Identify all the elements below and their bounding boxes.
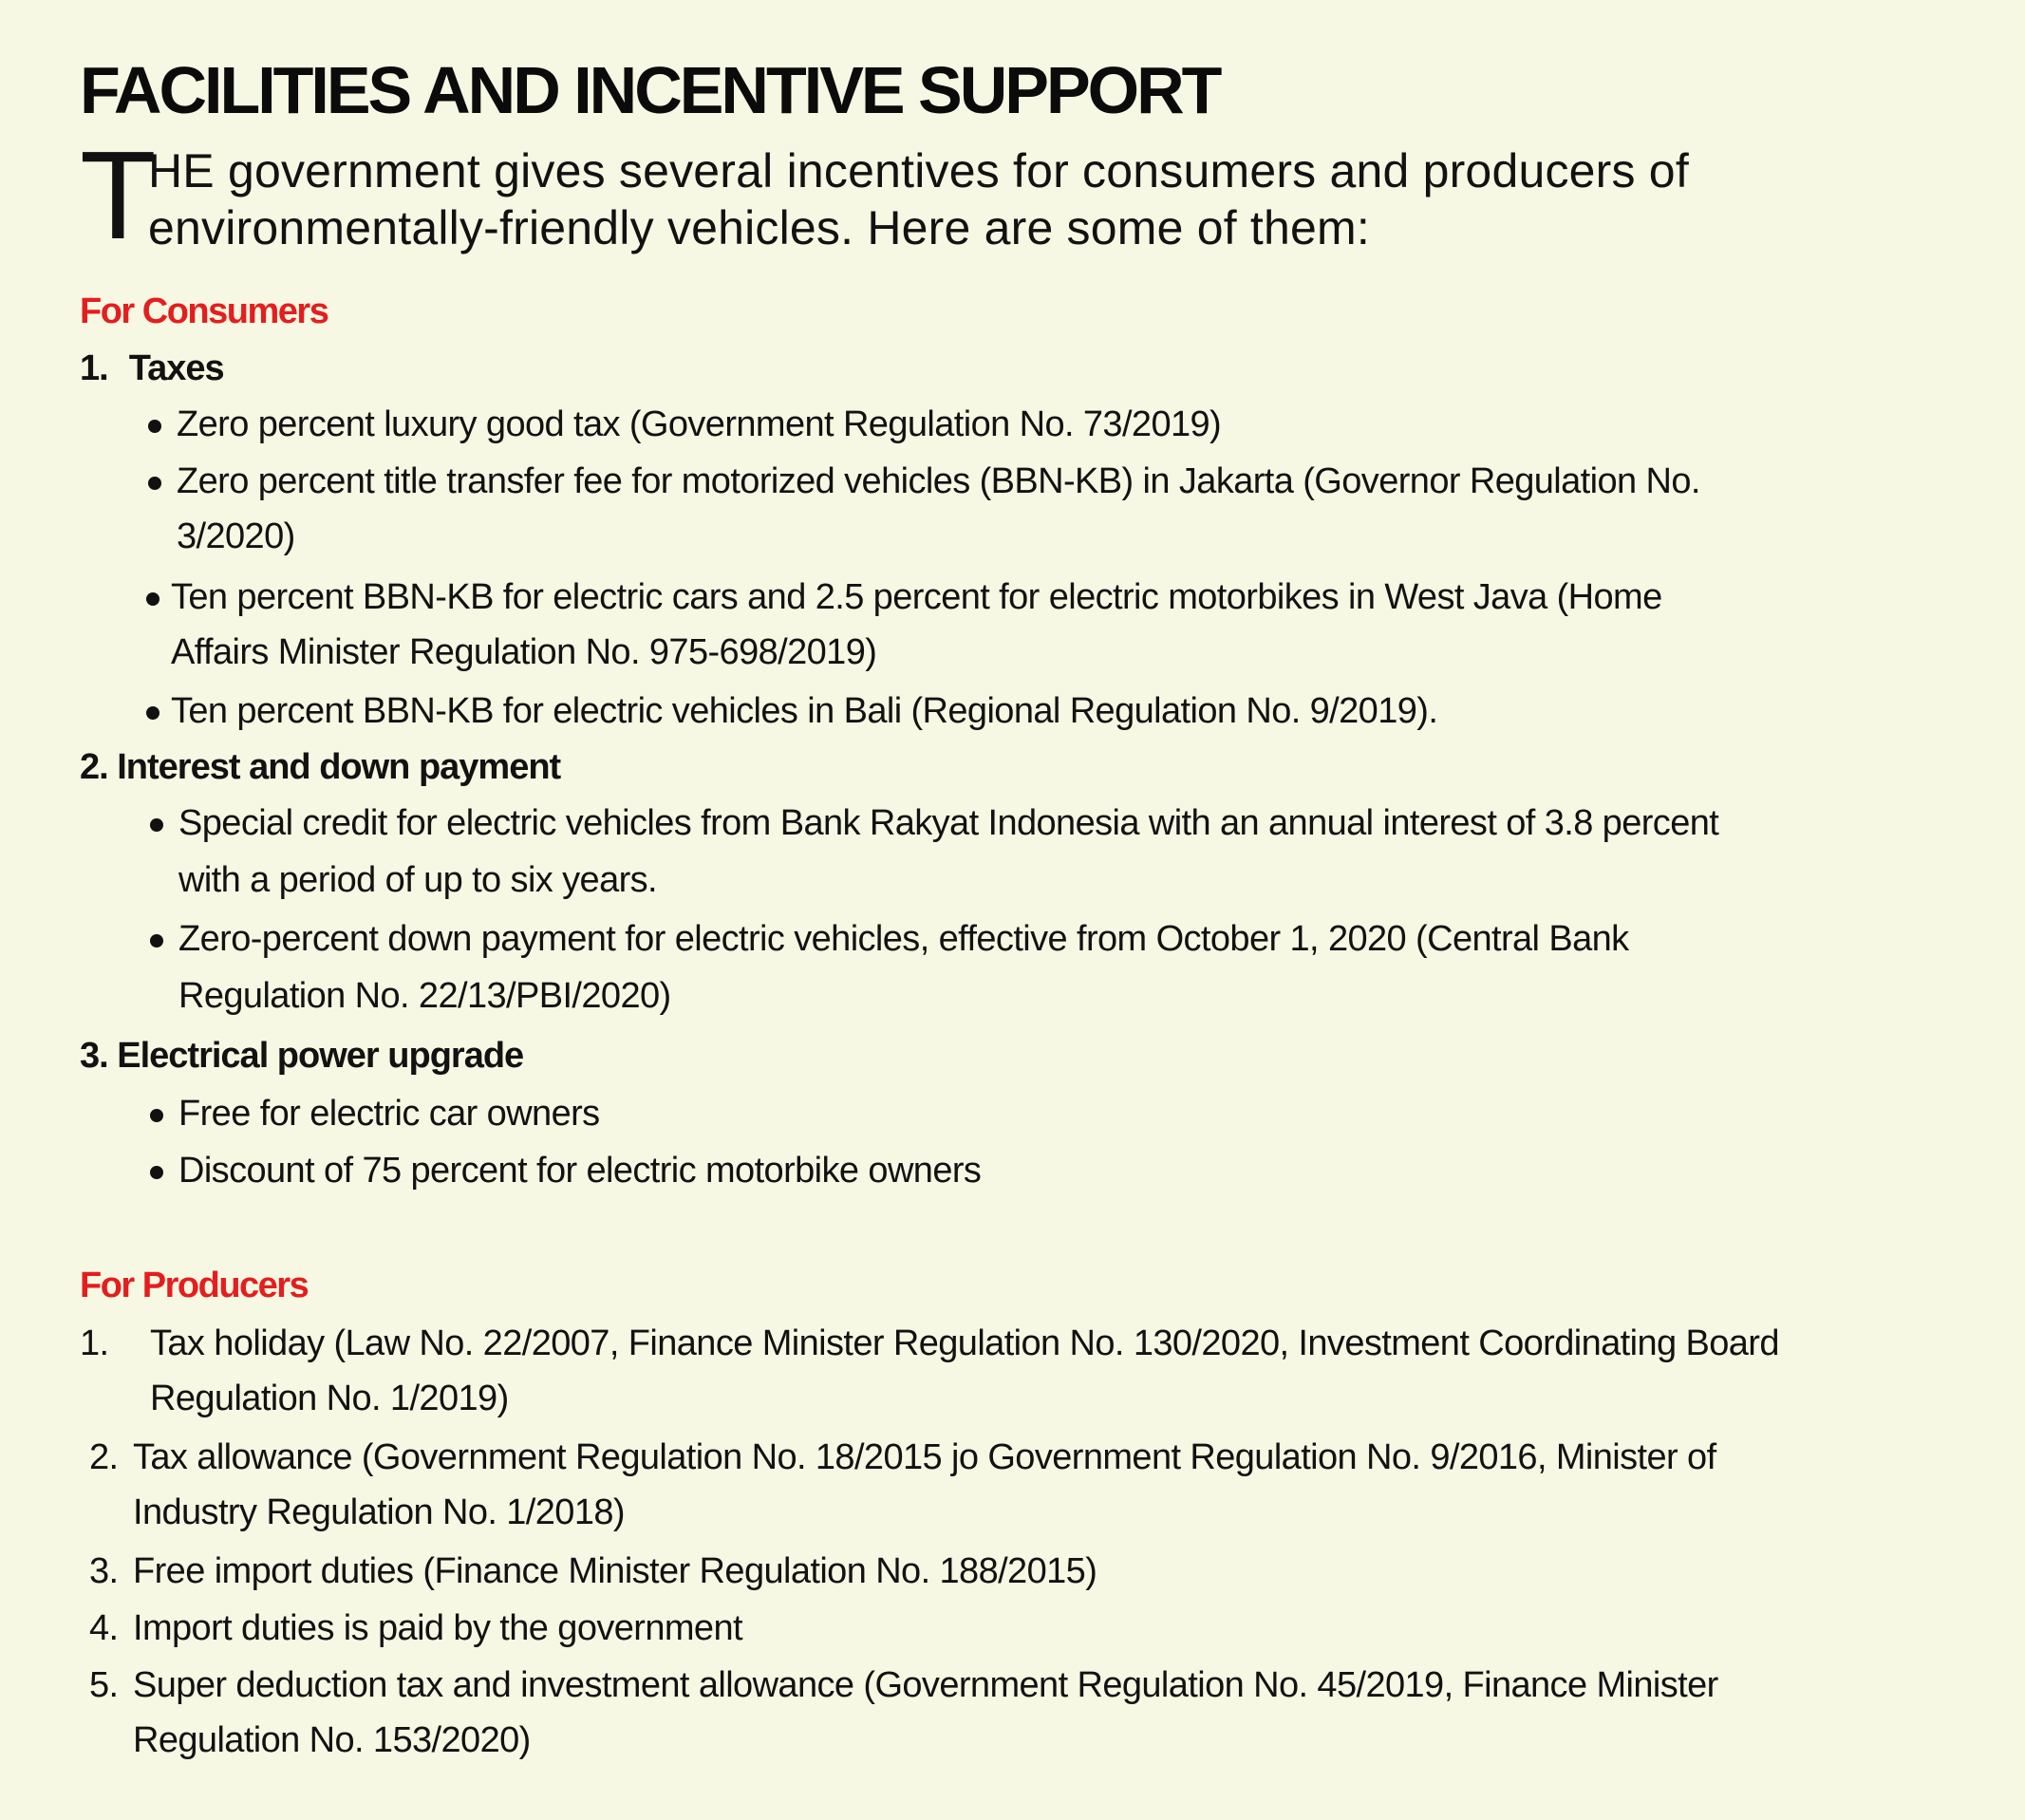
bullet-dot-icon [146, 706, 159, 720]
producer-item-continuation: Regulation No. 1/2019) [150, 1379, 509, 1418]
bullet-dot-icon [150, 1109, 163, 1122]
list-item-text: Special credit for electric vehicles from Bank Rakyat Indonesia with an annual interest of 3.8 percent [178, 803, 1719, 843]
producer-item-number: 3. [89, 1551, 119, 1591]
list-item-continuation: 3/2020) [177, 516, 295, 556]
producer-item-number: 1. [80, 1323, 109, 1363]
intro-line-1: HE government gives several incentives for consumers and producers of [148, 144, 1689, 197]
page-title: FACILITIES AND INCENTIVE SUPPORT [80, 53, 1220, 127]
list-item-text: Free for electric car owners [178, 1094, 600, 1134]
list-item-continuation: Affairs Minister Regulation No. 975-698/2019) [171, 632, 877, 672]
bullet-dot-icon [146, 592, 159, 606]
bullet-dot-icon [150, 1166, 163, 1179]
list-item-text: Zero-percent down payment for electric vehicles, effective from October 1, 2020 (Central Bank [178, 919, 1629, 959]
list-item-continuation: with a period of up to six years. [178, 860, 658, 900]
intro-dropcap: T [80, 125, 157, 265]
bullet-dot-icon [148, 420, 161, 433]
producer-item-text: Super deduction tax and investment allowance (Government Regulation No. 45/2019, Finance Minister [133, 1665, 1718, 1705]
producer-item-text: Import duties is paid by the government [133, 1608, 742, 1648]
power-heading: 3. Electrical power upgrade [80, 1036, 524, 1076]
producer-item-text: Tax allowance (Government Regulation No. 18/2015 jo Government Regulation No. 9/2016, Minister of [133, 1437, 1716, 1477]
producer-item-continuation: Industry Regulation No. 1/2018) [133, 1492, 625, 1532]
interest-heading: 2. Interest and down payment [80, 747, 561, 787]
list-item-text: Discount of 75 percent for electric motorbike owners [178, 1151, 982, 1191]
intro-line-2: environmentally-friendly vehicles. Here are some of them: [148, 201, 1370, 254]
producer-item-number: 4. [89, 1608, 119, 1648]
bullet-dot-icon [150, 934, 163, 948]
producer-item-text: Tax holiday (Law No. 22/2007, Finance Minister Regulation No. 130/2020, Investment Coordinating Board [150, 1323, 1779, 1363]
taxes-heading [80, 344, 224, 393]
list-item-continuation: Regulation No. 22/13/PBI/2020) [178, 976, 671, 1016]
bullet-dot-icon [150, 818, 163, 832]
producer-item-number: 2. [89, 1437, 119, 1477]
list-item-text: Zero percent luxury good tax (Government Regulation No. 73/2019) [177, 404, 1222, 444]
list-item-text: Ten percent BBN-KB for electric vehicles in Bali (Regional Regulation No. 9/2019). [171, 691, 1438, 731]
taxes-number: 1. [80, 348, 108, 388]
consumers-heading: For Consumers [80, 291, 328, 331]
bullet-dot-icon [148, 477, 161, 490]
taxes-label: Taxes [128, 348, 224, 388]
producer-item-continuation: Regulation No. 153/2020) [133, 1720, 531, 1760]
producer-item-number: 5. [89, 1665, 119, 1705]
list-item-text: Ten percent BBN-KB for electric cars and 2.5 percent for electric motorbikes in West Java (Home [171, 577, 1662, 617]
list-item-text: Zero percent title transfer fee for motorized vehicles (BBN-KB) in Jakarta (Governor Regulation No. [177, 461, 1700, 501]
producers-heading: For Producers [80, 1266, 309, 1305]
producer-item-text: Free import duties (Finance Minister Regulation No. 188/2015) [133, 1551, 1097, 1591]
